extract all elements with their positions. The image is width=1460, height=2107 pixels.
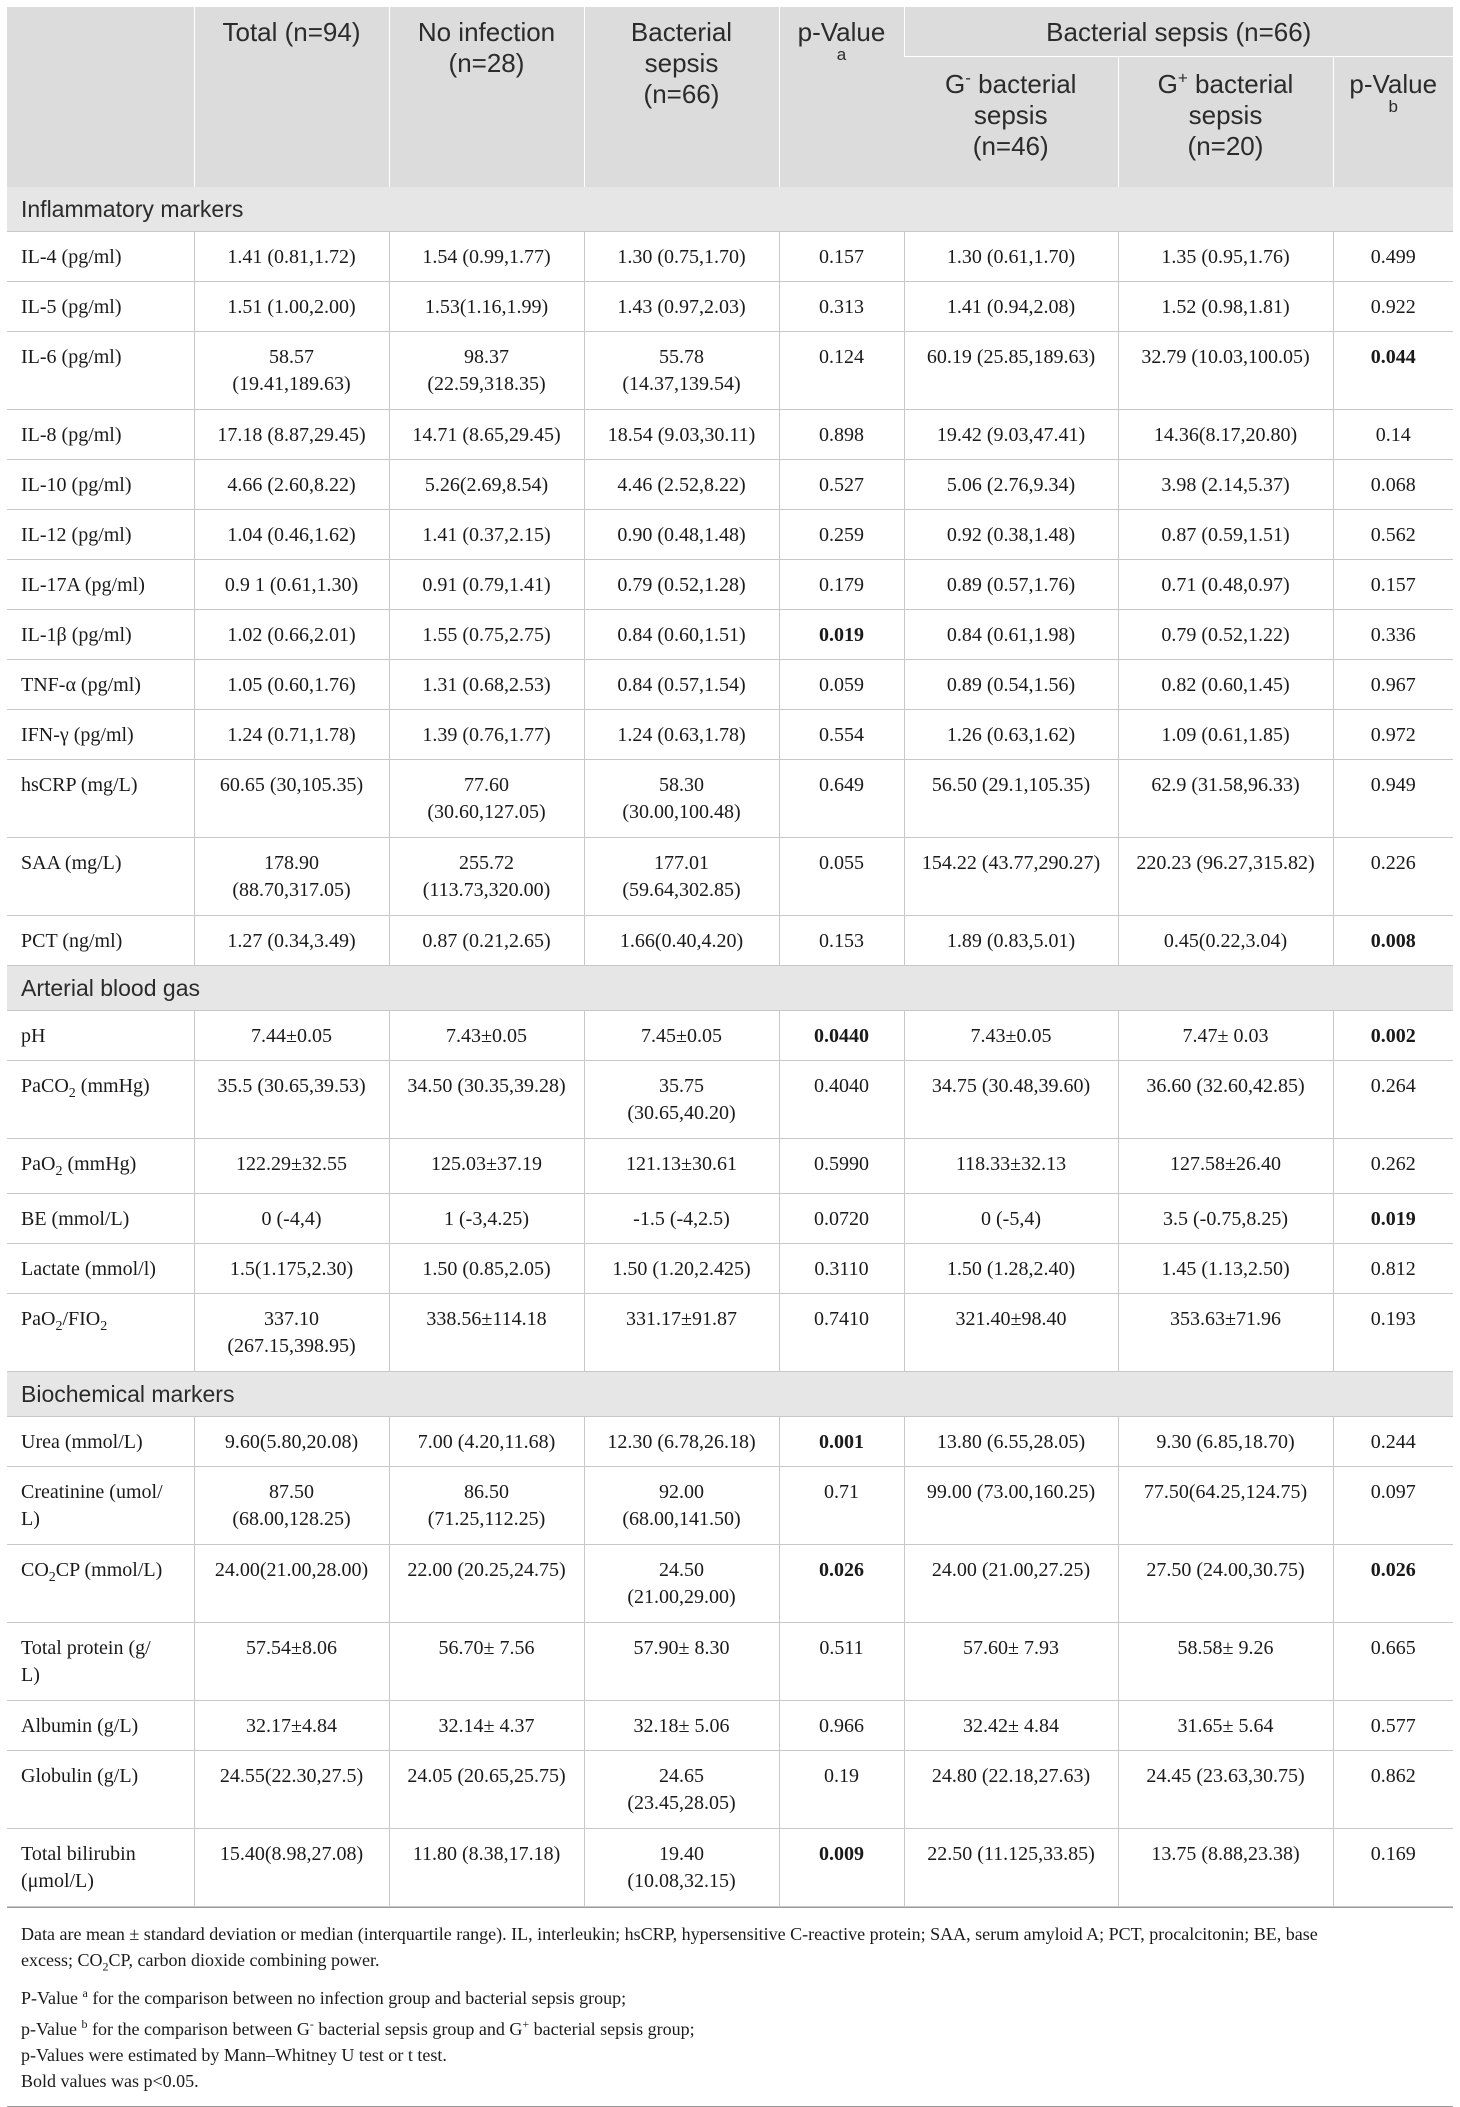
table-footnote: Data are mean ± standard deviation or median (interquartile range). IL, interleukin; hsCRP, hypersensitive C-reactive protein; SAA, serum amyloid A; PCT, procalcitonin; BE, base excess; $CO_2CP$, carbon dioxide combining power. P-Value $^a$ for the comparison between no infection group and bacterial sepsis group; p-Value $^b$ for the comparison between G- bacterial sepsis group and G+ bacterial sepsis group; p-Values were estimated by Mann–Whitney U test or t test. Bold values was p<0.05. [7, 1907, 1453, 2107]
table-row: IL-1β (pg/ml) 1.02 (0.66,2.01) 1.55 (0.75,2.75) 0.84 (0.60,1.51) 0.019 0.84 (0.61,1.98) 0.79 (0.52,1.22) 0.336 [7, 610, 1453, 660]
table-row: Globulin (g/L) 24.55(22.30,27.5) 24.05 (20.65,25.75) 24.65 (23.45,28.05) 0.19 24.80 (22.18,27.63) 24.45 (23.63,30.75) 0.862 [7, 1751, 1453, 1829]
table-row: IL-4 (pg/ml) 1.41 (0.81,1.72) 1.54 (0.99,1.77) 1.30 (0.75,1.70) 0.157 1.30 (0.61,1.70) 1.35 (0.95,1.76) 0.499 [7, 232, 1453, 282]
table-row: IL-10 (pg/ml) 4.66 (2.60,8.22) 5.26(2.69,8.54) 4.46 (2.52,8.22) 0.527 5.06 (2.76,9.34) 3.98 (2.14,5.37) 0.068 [7, 460, 1453, 510]
table-row: IFN-γ (pg/ml) 1.24 (0.71,1.78) 1.39 (0.76,1.77) 1.24 (0.63,1.78) 0.554 1.26 (0.63,1.62) 1.09 (0.61,1.85) 0.972 [7, 710, 1453, 760]
header-no-infection: No infection (n=28) [389, 7, 584, 187]
section-inflammatory: Inflammatory markers [7, 187, 1453, 232]
table-row: $CO_2CP$ (mmol/L) 24.00(21.00,28.00) 22.00 (20.25,24.75) 24.50 (21.00,29.00) 0.026 24.00 (21.00,27.25) 27.50 (24.00,30.75) 0.026 [7, 1545, 1453, 1623]
section-arterial-blood-gas: Arterial blood gas [7, 966, 1453, 1011]
table-row: IL-5 (pg/ml) 1.51 (1.00,2.00) 1.53(1.16,1.99) 1.43 (0.97,2.03) 0.313 1.41 (0.94,2.08) 1.52 (0.98,1.81) 0.922 [7, 282, 1453, 332]
table-row: Total protein (g/ L) 57.54±8.06 56.70± 7.56 57.90± 8.30 0.511 57.60± 7.93 58.58± 9.26 0.665 [7, 1623, 1453, 1701]
table-row: IL-8 (pg/ml) 17.18 (8.87,29.45) 14.71 (8.65,29.45) 18.54 (9.03,30.11) 0.898 19.42 (9.03,47.41) 14.36(8.17,20.80) 0.14 [7, 410, 1453, 460]
table-row: $PaO_2/FIO_2$ 337.10 (267.15,398.95) 338.56±114.18 331.17±91.87 0.7410 321.40±98.40 353.63±71.96 0.193 [7, 1294, 1453, 1372]
table-row: PaO$_2$ (mmHg) 122.29±32.55 125.03±37.19 121.13±30.61 0.5990 118.33±32.13 127.58±26.40 0.262 [7, 1139, 1453, 1194]
table-row: pH 7.44±0.05 7.43±0.05 7.45±0.05 0.0440 7.43±0.05 7.47± 0.03 0.002 [7, 1011, 1453, 1061]
table-row: hsCRP (mg/L) 60.65 (30,105.35) 77.60 (30.60,127.05) 58.30 (30.00,100.48) 0.649 56.50 (29.1,105.35) 62.9 (31.58,96.33) 0.949 [7, 760, 1453, 838]
header-bacterial-sepsis: Bacterial sepsis (n=66) [584, 7, 779, 187]
header-bacterial-group: Bacterial sepsis (n=66) [904, 7, 1453, 57]
header-total: Total (n=94) [194, 7, 389, 187]
table-row: Lactate (mmol/l) 1.5(1.175,2.30) 1.50 (0.85,2.05) 1.50 (1.20,2.425) 0.3110 1.50 (1.28,2.40) 1.45 (1.13,2.50) 0.812 [7, 1244, 1453, 1294]
table-row: Total bilirubin (μmol/L) 15.40(8.98,27.08) 11.80 (8.38,17.18) 19.40 (10.08,32.15) 0.009 22.50 (11.125,33.85) 13.75 (8.88,23.38) 0.169 [7, 1829, 1453, 1907]
header-row-top [7, 7, 1453, 57]
header-p-value-b: p-Value b [1333, 57, 1453, 188]
data-table [7, 7, 1453, 1907]
header-g-negative: G- bacterial sepsis (n=46) [904, 57, 1118, 188]
table-row: Creatinine (umol/ L) 87.50 (68.00,128.25) 86.50 (71.25,112.25) 92.00 (68.00,141.50) 0.71 99.00 (73.00,160.25) 77.50(64.25,124.75) 0.097 [7, 1467, 1453, 1545]
table-row: IL-12 (pg/ml) 1.04 (0.46,1.62) 1.41 (0.37,2.15) 0.90 (0.48,1.48) 0.259 0.92 (0.38,1.48) 0.87 (0.59,1.51) 0.562 [7, 510, 1453, 560]
table-row: Urea (mmol/L) 9.60(5.80,20.08) 7.00 (4.20,11.68) 12.30 (6.78,26.18) 0.001 13.80 (6.55,28.05) 9.30 (6.85,18.70) 0.244 [7, 1417, 1453, 1467]
table-row: PaCO$_2$ (mmHg) 35.5 (30.65,39.53) 34.50 (30.35,39.28) 35.75 (30.65,40.20) 0.4040 34.75 (30.48,39.60) 36.60 (32.60,42.85) 0.264 [7, 1061, 1453, 1139]
table-row: TNF-α (pg/ml) 1.05 (0.60,1.76) 1.31 (0.68,2.53) 0.84 (0.57,1.54) 0.059 0.89 (0.54,1.56) 0.82 (0.60,1.45) 0.967 [7, 660, 1453, 710]
section-biochemical: Biochemical markers [7, 1372, 1453, 1417]
table-row: IL-17A (pg/ml) 0.9 1 (0.61,1.30) 0.91 (0.79,1.41) 0.79 (0.52,1.28) 0.179 0.89 (0.57,1.76) 0.71 (0.48,0.97) 0.157 [7, 560, 1453, 610]
table-row: BE (mmol/L) 0 (-4,4) 1 (-3,4.25) -1.5 (-4,2.5) 0.0720 0 (-5,4) 3.5 (-0.75,8.25) 0.019 [7, 1194, 1453, 1244]
table-row: IL-6 (pg/ml) 58.57 (19.41,189.63) 98.37 (22.59,318.35) 55.78 (14.37,139.54) 0.124 60.19 (25.85,189.63) 32.79 (10.03,100.05) 0.044 [7, 332, 1453, 410]
header-g-positive: G+ bacterial sepsis (n=20) [1118, 57, 1333, 188]
header-blank [7, 7, 194, 187]
table-row: Albumin (g/L) 32.17±4.84 32.14± 4.37 32.18± 5.06 0.966 32.42± 4.84 31.65± 5.64 0.577 [7, 1701, 1453, 1751]
table-container [7, 7, 1453, 2107]
table-row: SAA (mg/L) 178.90 (88.70,317.05) 255.72 (113.73,320.00) 177.01 (59.64,302.85) 0.055 154.22 (43.77,290.27) 220.23 (96.27,315.82) 0.226 [7, 838, 1453, 916]
table-row: PCT (ng/ml) 1.27 (0.34,3.49) 0.87 (0.21,2.65) 1.66(0.40,4.20) 0.153 1.89 (0.83,5.01) 0.45(0.22,3.04) 0.008 [7, 916, 1453, 966]
header-p-value-a: p-Value a [779, 7, 904, 187]
